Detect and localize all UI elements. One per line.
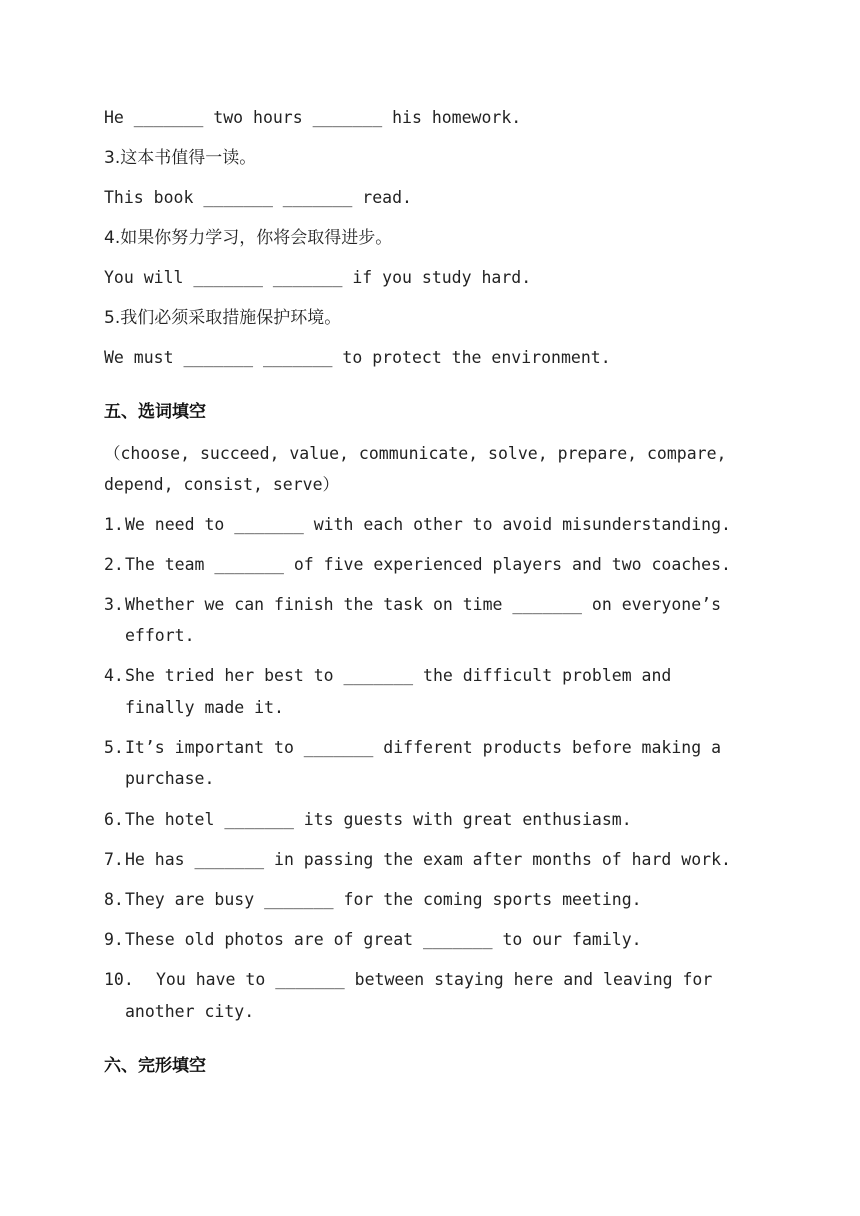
item-text: He has _______ in passing the exam after months of hard work. bbox=[125, 850, 731, 869]
word-bank-line-1: （choose, succeed, value, communicate, solve, prepare, compare, bbox=[104, 444, 727, 463]
item-number: 9. bbox=[104, 930, 124, 949]
item-number: 7. bbox=[104, 850, 124, 869]
section-5-title: 五、选词填空 bbox=[104, 402, 206, 422]
item-number: 5. bbox=[104, 738, 124, 757]
exercise-item-5 bbox=[104, 738, 721, 758]
item-number: 3. bbox=[104, 595, 124, 614]
translation-line-2-en: He _______ two hours _______ his homework. bbox=[104, 108, 522, 127]
exercise-item-9 bbox=[104, 930, 642, 950]
translation-item-5-en: We must _______ _______ to protect the environment. bbox=[104, 348, 611, 367]
item-text: The team _______ of five experienced players and two coaches. bbox=[125, 555, 731, 574]
item-number: 4. bbox=[104, 666, 124, 685]
item-text: These old photos are of great _______ to our family. bbox=[125, 930, 642, 949]
item-number: 8. bbox=[104, 890, 124, 909]
exercise-item-3 bbox=[104, 595, 721, 615]
translation-item-5-zh: 5.我们必须采取措施保护环境。 bbox=[104, 308, 342, 328]
exercise-item-10-cont: another city. bbox=[125, 1002, 255, 1021]
exercise-item-6 bbox=[104, 810, 632, 830]
word-bank-line-2: depend, consist, serve） bbox=[104, 475, 340, 494]
item-number: 6. bbox=[104, 810, 124, 829]
item-number: 10. bbox=[104, 970, 134, 989]
exercise-item-1 bbox=[104, 515, 731, 535]
item-text: Whether we can finish the task on time _______ on everyone’s bbox=[125, 595, 722, 614]
item-text: She tried her best to _______ the difficult problem and bbox=[125, 666, 672, 685]
exercise-item-7 bbox=[104, 850, 731, 870]
exercise-item-10 bbox=[104, 970, 712, 990]
item-number: 2. bbox=[104, 555, 124, 574]
exercise-item-3-cont: effort. bbox=[125, 626, 195, 645]
translation-item-4-zh: 4.如果你努力学习，你将会取得进步。 bbox=[104, 228, 393, 248]
exercise-item-4 bbox=[104, 666, 671, 686]
item-number: 1. bbox=[104, 515, 124, 534]
item-text: The hotel _______ its guests with great enthusiasm. bbox=[125, 810, 632, 829]
section-6-title: 六、完形填空 bbox=[104, 1056, 206, 1076]
item-text: We need to _______ with each other to avoid misunderstanding. bbox=[125, 515, 731, 534]
item-text: It’s important to _______ different products before making a bbox=[125, 738, 722, 757]
translation-item-3-zh: 3.这本书值得一读。 bbox=[104, 148, 257, 168]
translation-item-3-en: This book _______ _______ read. bbox=[104, 188, 412, 207]
item-text: You have to _______ between staying here and leaving for bbox=[156, 970, 713, 989]
item-text: They are busy _______ for the coming sports meeting. bbox=[125, 890, 642, 909]
translation-item-4-en: You will _______ _______ if you study hard. bbox=[104, 268, 532, 287]
exercise-item-5-cont: purchase. bbox=[125, 769, 215, 788]
exercise-item-4-cont: finally made it. bbox=[125, 698, 284, 717]
exercise-item-8 bbox=[104, 890, 642, 910]
exercise-item-2 bbox=[104, 555, 731, 575]
